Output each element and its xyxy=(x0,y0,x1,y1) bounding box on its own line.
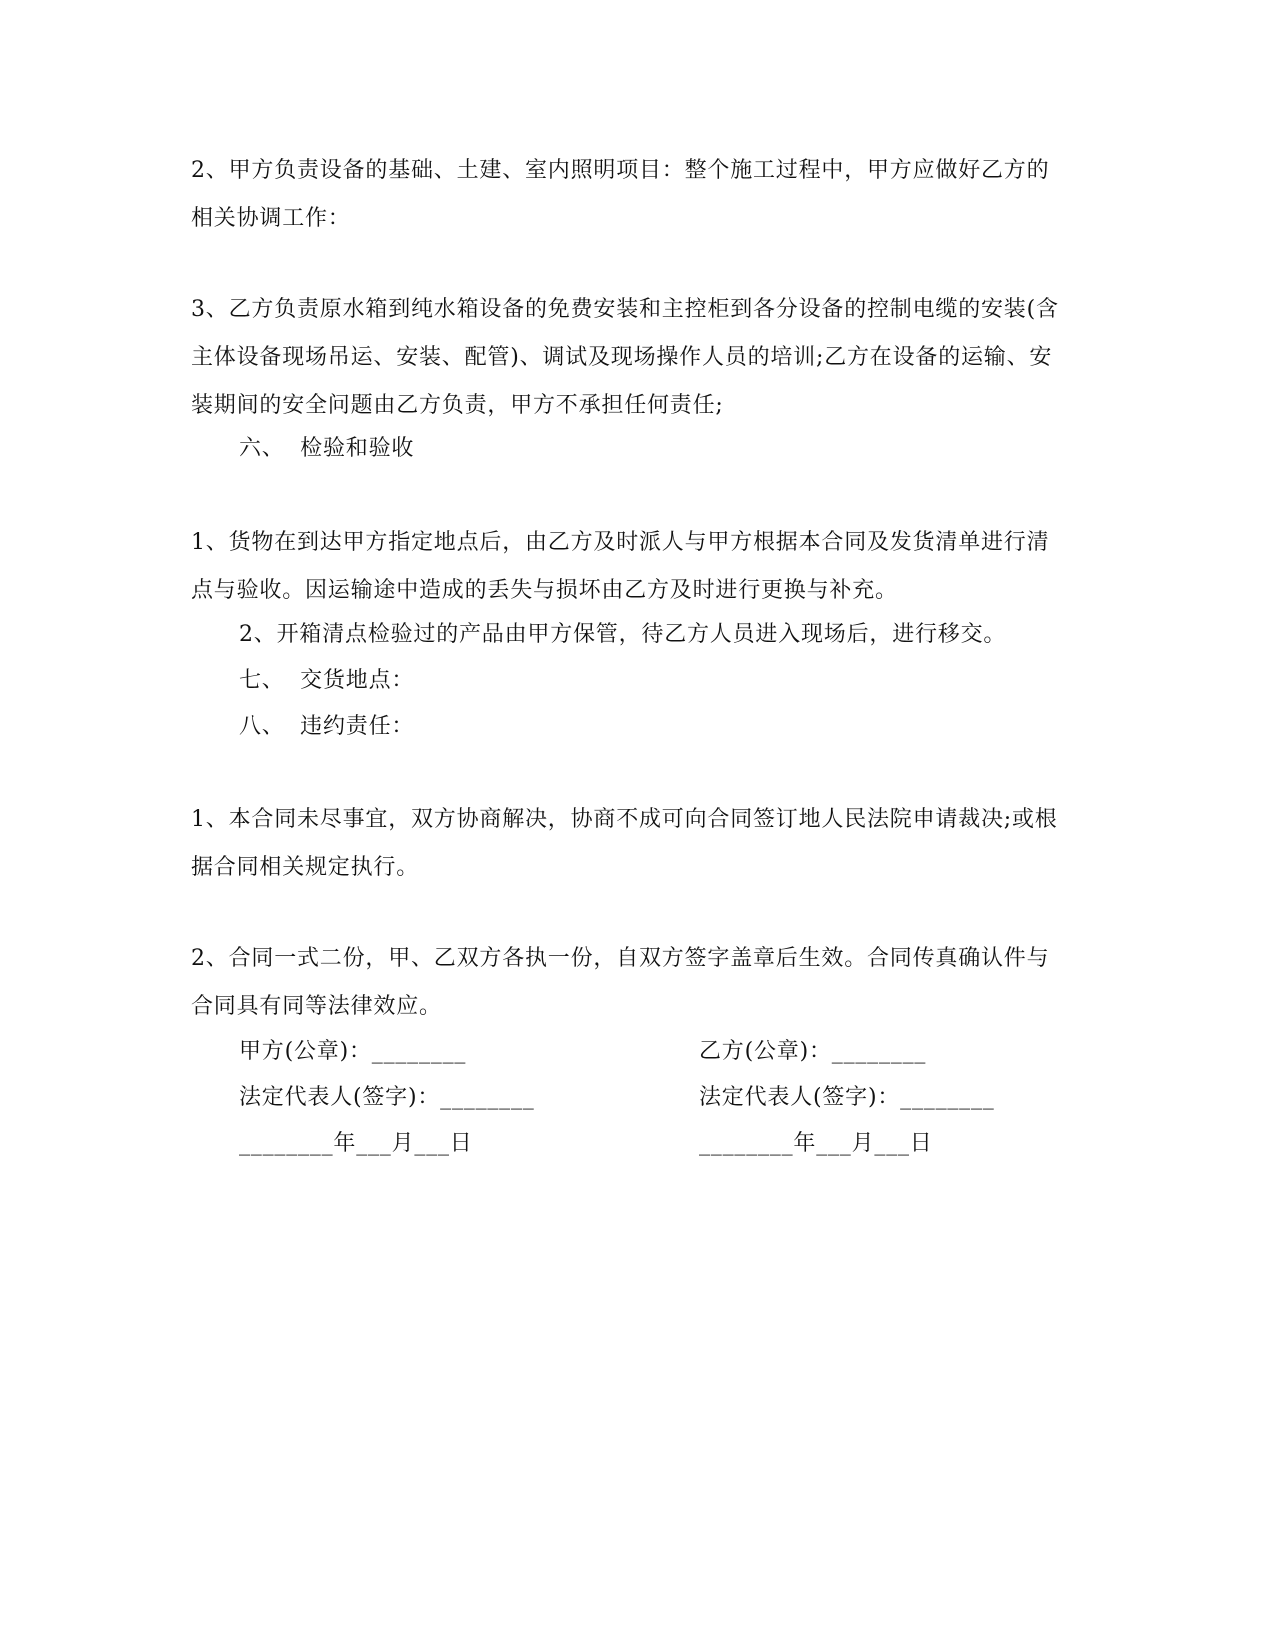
clause-party-b-duties: 3、乙方负责原水箱到纯水箱设备的免费安装和主控柜到各分设备的控制电缆的安装(含主体设备现场吊运、安装、配管)、调试及现场操作人员的培训;乙方在设备的运输、安装期间的安全问题由乙方负责，甲方不承担任何责任; xyxy=(191,297,1059,418)
party-a-representative-line: 法定代表人(签字)：________ xyxy=(239,1085,535,1110)
party-b-seal-line: 乙方(公章)：________ xyxy=(699,1039,927,1064)
section-heading-liability: 八、 违约责任： xyxy=(239,714,415,739)
section-heading-inspection: 六、 检验和验收 xyxy=(239,436,415,461)
party-a-date-line: ________年___月___日 xyxy=(239,1131,473,1156)
clause-inspection-item-2: 2、开箱清点检验过的产品由甲方保管，待乙方人员进入现场后，进行移交。 xyxy=(239,622,1007,647)
clause-inspection-item-1: 1、货物在到达甲方指定地点后，由乙方及时派人与甲方根据本合同及发货清单进行清点与验收。因运输途中造成的丢失与损坏由乙方及时进行更换与补充。 xyxy=(191,530,1050,603)
clause-liability-item-2: 2、合同一式二份，甲、乙双方各执一份，自双方签字盖章后生效。合同传真确认件与合同具有同等法律效应。 xyxy=(191,946,1050,1019)
party-b-date-line: ________年___月___日 xyxy=(699,1131,933,1156)
party-a-seal-line: 甲方(公章)：________ xyxy=(239,1039,467,1064)
clause-party-a-duties: 2、甲方负责设备的基础、土建、室内照明项目：整个施工过程中，甲方应做好乙方的相关协调工作： xyxy=(191,158,1050,231)
party-b-representative-line: 法定代表人(签字)：________ xyxy=(699,1085,995,1110)
section-heading-delivery-location: 七、 交货地点： xyxy=(239,668,415,693)
clause-liability-item-1: 1、本合同未尽事宜，双方协商解决，协商不成可向合同签订地人民法院申请裁决;或根据合同相关规定执行。 xyxy=(191,807,1058,880)
